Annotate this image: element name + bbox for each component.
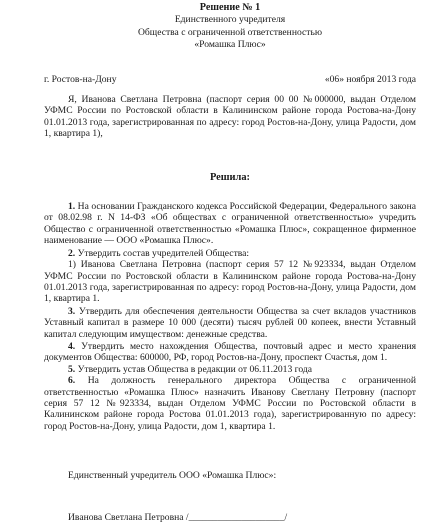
decision-item-4 xyxy=(44,341,416,364)
decision-item-2 xyxy=(44,248,416,259)
decision-item-3 xyxy=(44,306,416,340)
item-3-number: 3. xyxy=(68,305,76,317)
decided-heading: Решила: xyxy=(209,171,251,183)
decision-item-6 xyxy=(44,375,416,432)
item-6-text: На должность генерального директора Общества с ограниченной ответственностью «Ромашка Плюс» назначить Иванову Светлану Петровну (паспорт серия 57 12 №923334, выдан Отделом УФМС России по Ростовской области в Калининском районе города Ростова 01.01.2013 года), зарегистрированную по адресу: город Ростов-на-Дону, улица Радости, дом 1, квартира 1. xyxy=(44,375,416,432)
city: г. Ростов-на-Дону xyxy=(44,73,117,85)
decision-item-1 xyxy=(44,201,416,247)
item-2-number: 2. xyxy=(68,247,76,259)
document-title: Решение № 1 xyxy=(199,2,261,13)
item-4-text: Утвердить место нахождения Общества, почтовый адрес и место хранения документов Общества: 600000, РФ, город Ростов-на-Дону, проспект Счастья, дом 1. xyxy=(44,340,416,364)
item-1-text: На основании Гражданского кодекса Российской Федерации, Федерального закона от 08.02.98 г. N 14-ФЗ «Об обществах с ограниченной ответственностью» учредить Общество с ограниченной ответственностью «Ромашка Плюс», сокращенное фирменное наименование — ООО «Ромашка Плюс». xyxy=(44,201,416,247)
date: «06» ноября 2013 года xyxy=(324,73,416,85)
signature-line: Иванова Светлана Петровна /____________________/ xyxy=(68,511,288,523)
header-line-3: «Ромашка Плюс» xyxy=(194,39,266,51)
decision-item-2-sub: 1) Иванова Светлана Петровна (паспорт серия 57 12 №923334, выдан Отделом УФМС России по Ростовской области в Калининском районе города Ростова-на-Дону 01.01.2013 года, зарегистрированная по адресу: город Ростов-на-Дону, улица Радости, дом 1, квартира 1. xyxy=(44,259,416,305)
item-5-number: 5. xyxy=(68,363,76,375)
header-line-1: Единственного учредителя xyxy=(174,14,286,26)
decision-item-5 xyxy=(44,364,416,375)
intro-paragraph: Я, Иванова Светлана Петровна (паспорт серия 00 00 №000000, выдан Отделом УФМС России по Ростовской области в Калининском районе города Ростова-на-Дону 01.01.2013 года, зарегистрированная по адресу: город Ростов-на-Дону, улица Радости, дом 1, квартира 1), xyxy=(44,94,416,140)
item-3-text: Утвердить для обеспечения деятельности Общества за счет вкладов участников Уставный капитал в размере 10 000 (десяти) тысяч рублей 00 копеек, внести Уставный капитал следующим имуществом: денежные средства. xyxy=(44,305,416,340)
signature-label: Единственный учредитель ООО «Ромашка Плюс»: xyxy=(68,470,277,482)
document-header xyxy=(44,0,416,52)
header-line-2: Общества с ограниченной ответственностью xyxy=(138,26,322,38)
item-4-number: 4. xyxy=(68,340,76,352)
decision-items xyxy=(44,201,416,432)
item-1-number: 1. xyxy=(68,201,76,213)
item-6-number: 6. xyxy=(68,375,76,387)
item-2-text: Утвердить состав учредителей Общества: xyxy=(75,247,250,259)
place-date-row xyxy=(44,74,416,85)
item-5-text: Утвердить устав Общества в редакции от 06.11.2013 года xyxy=(75,363,313,375)
